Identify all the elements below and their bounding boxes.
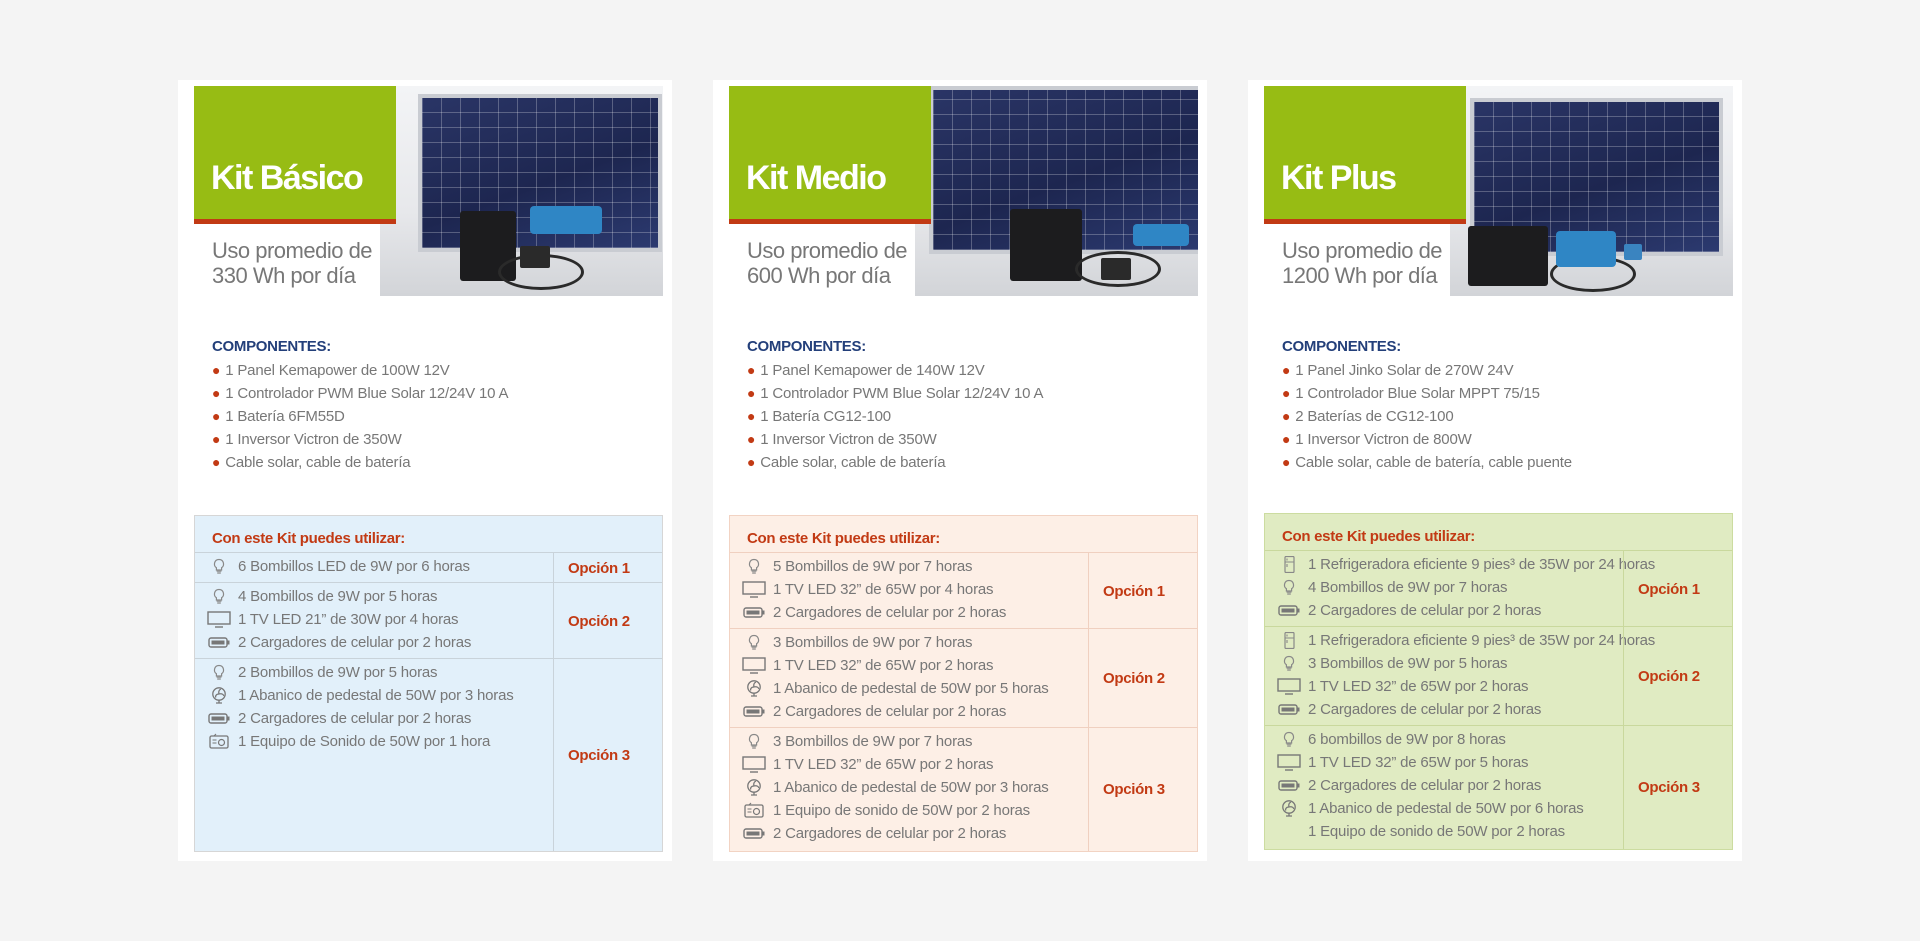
component-item: ● 1 Panel Jinko Solar de 270W 24V (1282, 362, 1514, 379)
appliance-item (730, 654, 1088, 677)
appliance-item (1265, 576, 1623, 599)
component-item: ● 1 Inversor Victron de 350W (212, 431, 402, 448)
appliance-text: 4 Bombillos de 9W por 5 horas (238, 588, 438, 605)
appliance-item (730, 776, 1088, 799)
appliance-item (195, 661, 553, 684)
kit-hero (1264, 86, 1733, 296)
battery-icon (1277, 701, 1301, 718)
appliance-text: 1 TV LED 32” de 65W por 2 horas (773, 756, 994, 773)
kit-card-plus (1248, 80, 1742, 861)
appliance-text: 1 TV LED 32” de 65W por 5 horas (1308, 754, 1529, 771)
fan-icon (207, 687, 231, 704)
appliance-item (195, 730, 553, 753)
appliance-item (1265, 728, 1623, 751)
inverter-image (1133, 224, 1189, 246)
appliance-item (195, 555, 553, 578)
option-items (730, 728, 1088, 845)
tv-icon (742, 581, 766, 598)
kit-usage-line: 330 Wh por día (212, 263, 356, 288)
component-item: ● 1 Batería 6FM55D (212, 408, 345, 425)
components-list (212, 338, 508, 474)
tv-icon (207, 611, 231, 628)
option-items (195, 553, 553, 578)
kit-title-box (194, 86, 396, 224)
fridge-icon (1277, 632, 1301, 649)
options-table (195, 552, 662, 851)
appliance-text: 2 Cargadores de celular por 2 horas (773, 604, 1007, 621)
appliance-item (730, 700, 1088, 723)
usage-options-box (729, 515, 1198, 852)
kit-usage-line: 600 Wh por día (747, 263, 891, 288)
usage-options-title: Con este Kit puedes utilizar: (212, 530, 405, 547)
appliance-item (195, 585, 553, 608)
bulb-icon (1277, 655, 1301, 672)
battery-icon (742, 825, 766, 842)
appliance-item (1265, 629, 1656, 652)
option-items (1265, 551, 1656, 622)
appliance-item (1265, 774, 1623, 797)
battery-image (1010, 209, 1082, 281)
appliance-item (730, 578, 1088, 601)
appliance-text: 1 Abanico de pedestal de 50W por 3 horas (238, 687, 514, 704)
appliance-text: 1 Refrigeradora eficiente 9 pies³ de 35W por 24 horas (1308, 632, 1656, 649)
usage-options-box (194, 515, 663, 852)
appliance-text: 3 Bombillos de 9W por 5 horas (1308, 655, 1508, 672)
option-items (195, 583, 553, 654)
option-row (1265, 550, 1732, 627)
solar-kit-photo (915, 86, 1198, 296)
appliance-text: 1 Abanico de pedestal de 50W por 6 horas (1308, 800, 1584, 817)
appliance-text: 1 TV LED 32” de 65W por 2 horas (773, 657, 994, 674)
battery-icon (742, 703, 766, 720)
component-item: ● Cable solar, cable de batería (212, 454, 411, 471)
bulb-icon (1277, 731, 1301, 748)
controller-image (520, 246, 550, 268)
appliance-text: 1 TV LED 32” de 65W por 4 horas (773, 581, 994, 598)
tv-icon (742, 657, 766, 674)
kit-title: Kit Plus (1281, 159, 1396, 197)
appliance-text: 1 Equipo de Sonido de 50W por 1 hora (238, 733, 491, 750)
appliance-text: 2 Cargadores de celular por 2 horas (773, 703, 1007, 720)
option-row (730, 628, 1197, 728)
component-item: ● 1 Panel Kemapower de 140W 12V (747, 362, 985, 379)
tv-icon (1277, 678, 1301, 695)
appliance-item (730, 753, 1088, 776)
appliance-text: 4 Bombillos de 9W por 7 horas (1308, 579, 1508, 596)
appliance-text: 1 Equipo de sonido de 50W por 2 horas (1308, 823, 1565, 840)
appliance-text: 1 Equipo de sonido de 50W por 2 horas (773, 802, 1030, 819)
kit-usage-line: 1200 Wh por día (1282, 263, 1438, 288)
tv-icon (1277, 754, 1301, 771)
option-row (1265, 725, 1732, 849)
option-items (1265, 627, 1656, 721)
solar-kit-photo (380, 86, 663, 296)
option-label: Opción 3 (1623, 726, 1732, 849)
appliance-item (730, 799, 1088, 822)
component-item: ● 1 Controlador PWM Blue Solar 12/24V 10 A (212, 385, 509, 402)
appliance-text: 2 Cargadores de celular por 2 horas (238, 634, 472, 651)
usage-options-title: Con este Kit puedes utilizar: (1282, 528, 1475, 545)
option-label: Opción 2 (1623, 627, 1732, 726)
appliance-text: 1 Abanico de pedestal de 50W por 5 horas (773, 680, 1049, 697)
appliance-text: 6 bombillos de 9W por 8 horas (1308, 731, 1506, 748)
option-label: Opción 1 (1088, 553, 1197, 629)
option-items (195, 659, 553, 753)
bulb-icon (207, 588, 231, 605)
appliance-item (195, 707, 553, 730)
battery-icon (207, 710, 231, 727)
appliance-item (1265, 751, 1623, 774)
kit-usage-line: Uso promedio de (1282, 238, 1443, 263)
appliance-item (730, 631, 1088, 654)
components-list (1282, 338, 1572, 474)
option-row (730, 552, 1197, 629)
controller-image (1101, 258, 1131, 280)
bulb-icon (742, 634, 766, 651)
option-items (1265, 726, 1623, 843)
radio-icon (207, 733, 231, 750)
components-title: COMPONENTES: (212, 338, 331, 355)
battery-icon (1277, 777, 1301, 794)
kit-card-basico (178, 80, 672, 861)
kit-title-box (1264, 86, 1466, 224)
appliance-item (1265, 652, 1623, 675)
appliance-text: 3 Bombillos de 9W por 7 horas (773, 634, 973, 651)
appliance-text: 3 Bombillos de 9W por 7 horas (773, 733, 973, 750)
appliance-item (1265, 553, 1656, 576)
option-label: Opción 3 (1088, 728, 1197, 851)
option-items (730, 553, 1088, 624)
bulb-icon (1277, 579, 1301, 596)
kit-usage (212, 238, 412, 288)
appliance-text: 2 Cargadores de celular por 2 horas (773, 825, 1007, 842)
kit-title-box (729, 86, 931, 224)
appliance-text: 1 TV LED 32” de 65W por 2 horas (1308, 678, 1529, 695)
kit-usage (1282, 238, 1482, 288)
option-label: Opción 1 (1623, 551, 1732, 627)
fridge-icon (1277, 556, 1301, 573)
fan-icon (742, 779, 766, 796)
option-label: Opción 1 (553, 553, 662, 583)
option-row (195, 582, 662, 659)
kit-card-medio (713, 80, 1207, 861)
bulb-icon (207, 558, 231, 575)
options-table (730, 552, 1197, 851)
appliance-item (1265, 820, 1623, 843)
inverter-image (1556, 231, 1616, 267)
component-item: ● 2 Baterías de CG12-100 (1282, 408, 1454, 425)
appliance-text: 1 Refrigeradora eficiente 9 pies³ de 35W por 24 horas (1308, 556, 1656, 573)
appliance-item (730, 822, 1088, 845)
option-label: Opción 2 (553, 583, 662, 659)
appliance-item (195, 631, 553, 654)
appliance-text: 2 Cargadores de celular por 2 horas (1308, 777, 1542, 794)
kit-title: Kit Medio (746, 159, 886, 197)
appliance-text: 6 Bombillos LED de 9W por 6 horas (238, 558, 470, 575)
appliance-item (1265, 675, 1623, 698)
appliance-text: 5 Bombillos de 9W por 7 horas (773, 558, 973, 575)
appliance-item (1265, 599, 1623, 622)
solar-kit-photo (1450, 86, 1733, 296)
appliance-text: 2 Cargadores de celular por 2 horas (1308, 701, 1542, 718)
appliance-item (1265, 797, 1623, 820)
appliance-text: 1 TV LED 21” de 30W por 4 horas (238, 611, 459, 628)
controller-image (1624, 244, 1642, 260)
bulb-icon (742, 558, 766, 575)
kit-usage-line: Uso promedio de (212, 238, 373, 263)
appliance-item (730, 730, 1088, 753)
option-row (1265, 626, 1732, 726)
appliance-item (195, 684, 553, 707)
component-item: ● 1 Batería CG12-100 (747, 408, 891, 425)
tv-icon (742, 756, 766, 773)
kit-hero (194, 86, 663, 296)
appliance-item (730, 677, 1088, 700)
components-title: COMPONENTES: (1282, 338, 1401, 355)
component-item: ● Cable solar, cable de batería (747, 454, 946, 471)
battery-icon (207, 634, 231, 651)
option-row (195, 552, 662, 583)
kit-title: Kit Básico (211, 159, 363, 197)
battery-icon (742, 604, 766, 621)
options-table (1265, 550, 1732, 849)
battery-icon (1277, 602, 1301, 619)
appliance-text: 1 Abanico de pedestal de 50W por 3 horas (773, 779, 1049, 796)
option-label: Opción 3 (553, 659, 662, 851)
option-items (730, 629, 1088, 723)
radio-icon (742, 802, 766, 819)
component-item: ● Cable solar, cable de batería, cable puente (1282, 454, 1572, 471)
component-item: ● 1 Controlador PWM Blue Solar 12/24V 10 A (747, 385, 1044, 402)
usage-options-title: Con este Kit puedes utilizar: (747, 530, 940, 547)
kit-usage-line: Uso promedio de (747, 238, 908, 263)
kit-usage (747, 238, 947, 288)
appliance-text: 2 Cargadores de celular por 2 horas (1308, 602, 1542, 619)
usage-options-box (1264, 513, 1733, 850)
option-row (195, 658, 662, 851)
fan-icon (742, 680, 766, 697)
component-item: ● 1 Inversor Victron de 350W (747, 431, 937, 448)
appliance-item (1265, 698, 1623, 721)
appliance-text: 2 Cargadores de celular por 2 horas (238, 710, 472, 727)
components-title: COMPONENTES: (747, 338, 866, 355)
component-item: ● 1 Inversor Victron de 800W (1282, 431, 1472, 448)
components-list (747, 338, 1043, 474)
appliance-text: 2 Bombillos de 9W por 5 horas (238, 664, 438, 681)
bulb-icon (207, 664, 231, 681)
option-label: Opción 2 (1088, 629, 1197, 728)
component-item: ● 1 Controlador Blue Solar MPPT 75/15 (1282, 385, 1540, 402)
appliance-item (730, 601, 1088, 624)
bulb-icon (742, 733, 766, 750)
fan-icon (1277, 800, 1301, 817)
appliance-item (195, 608, 553, 631)
component-item: ● 1 Panel Kemapower de 100W 12V (212, 362, 450, 379)
option-row (730, 727, 1197, 851)
inverter-image (530, 206, 602, 234)
kit-hero (729, 86, 1198, 296)
appliance-item (730, 555, 1088, 578)
